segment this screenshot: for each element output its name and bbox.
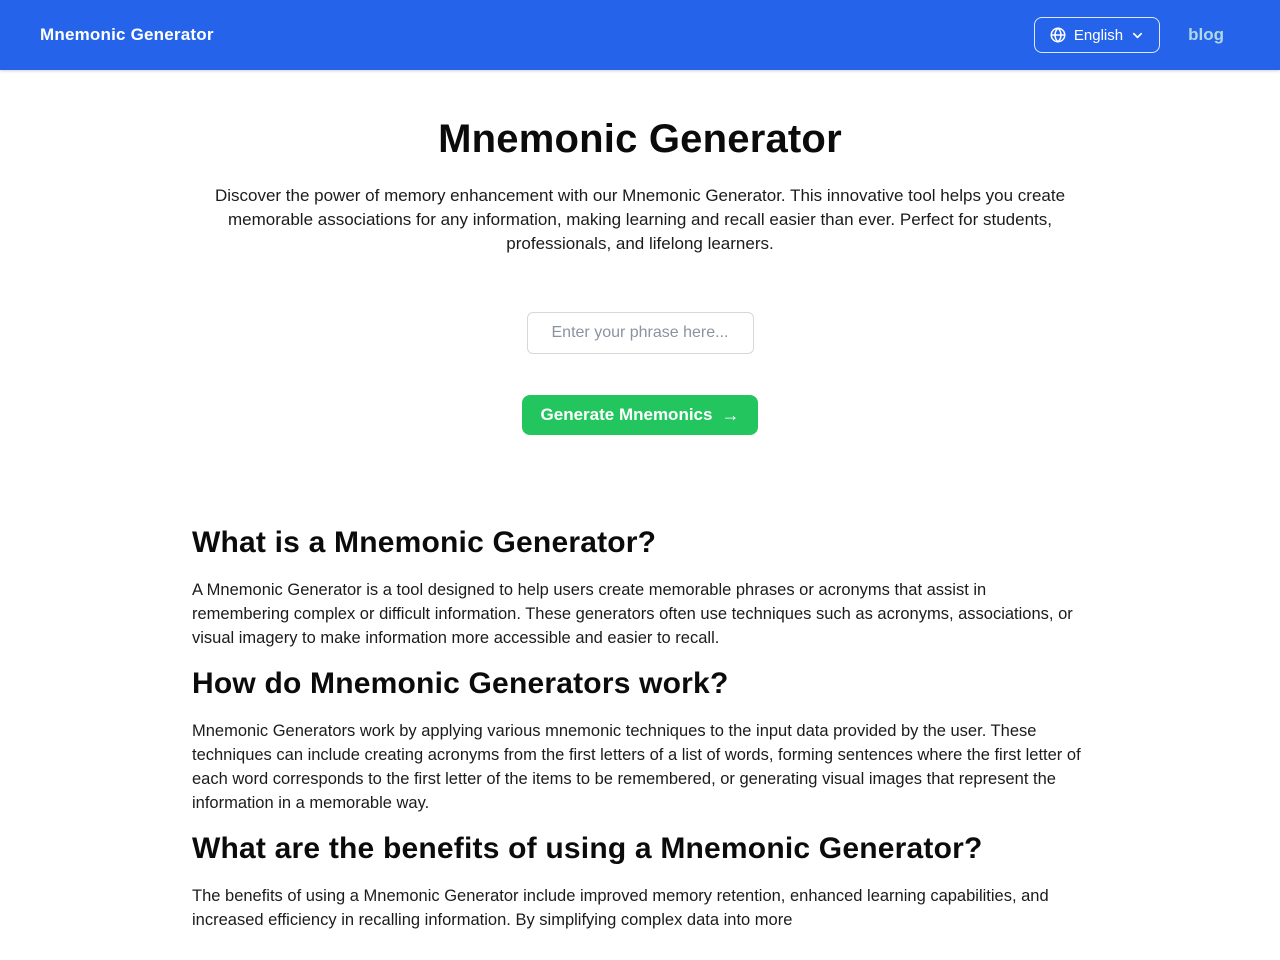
arrow-right-icon: → <box>721 404 740 425</box>
phrase-input[interactable] <box>527 312 754 354</box>
generate-mnemonics-button[interactable] <box>522 395 759 435</box>
header-bar <box>0 0 1280 70</box>
generate-button-label: Generate Mnemonics <box>540 405 713 424</box>
language-selector-button[interactable] <box>1034 17 1160 53</box>
blog-link[interactable]: blog <box>1188 25 1224 44</box>
section-body: The benefits of using a Mnemonic Generator include improved memory retention, enhanced learning capabilities, and increased efficiency in recalling information. By simplifying complex data into more <box>192 887 1049 929</box>
section-heading: How do Mnemonic Generators work? <box>192 667 729 700</box>
globe-icon <box>1049 26 1067 44</box>
info-content <box>192 525 1088 932</box>
page-description: Discover the power of memory enhancement with our Mnemonic Generator. This innovative tool helps you create memorable associations for any information, making learning and recall easier than ever. Perfect for students, professionals, and lifelong learners. <box>214 186 1066 253</box>
chevron-down-icon <box>1130 28 1145 43</box>
section-what-is <box>192 525 1088 650</box>
section-how-it-works <box>192 666 1088 815</box>
section-heading: What are the benefits of using a Mnemonic Generator? <box>192 832 983 865</box>
section-body: Mnemonic Generators work by applying various mnemonic techniques to the input data provided by the user. These techniques can include creating acronyms from the first letters of a list of words, forming sentences where the first letter of each word corresponds to the first letter of the items to be remembered, or generating visual images that represent the information in a memorable way. <box>192 722 1081 812</box>
language-selector-label: English <box>1073 26 1124 44</box>
header-actions <box>1034 17 1224 53</box>
section-heading: What is a Mnemonic Generator? <box>192 526 657 559</box>
page-title: Mnemonic Generator <box>438 117 842 161</box>
section-benefits <box>192 831 1088 932</box>
app-title: Mnemonic Generator <box>40 25 214 44</box>
section-body: A Mnemonic Generator is a tool designed to help users create memorable phrases or acronyms that assist in remembering complex or difficult information. These generators often use techniques such as acronyms, associations, or visual imagery to make information more accessible and easier to recall. <box>192 581 1073 647</box>
hero-section <box>0 116 1280 435</box>
